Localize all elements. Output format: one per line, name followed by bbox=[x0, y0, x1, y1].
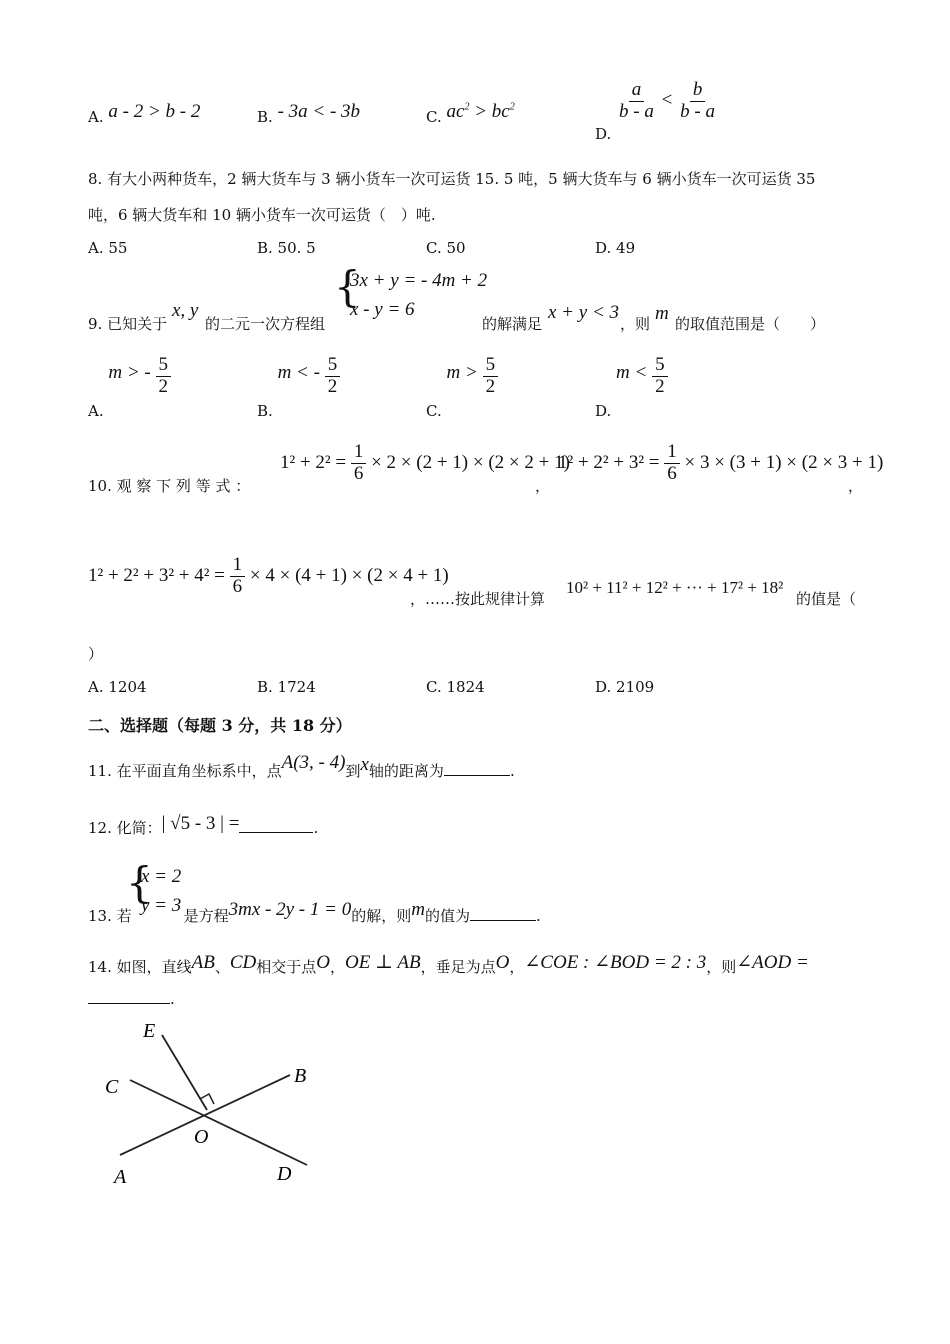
q10-option-b: B. 1724 bbox=[257, 678, 316, 696]
q12-expr: | √5 - 3 | = bbox=[161, 813, 240, 834]
q14-figure bbox=[95, 1010, 345, 1190]
section-2-title: 二、选择题（每题 3 分，共 18 分） bbox=[88, 716, 352, 735]
q12: 12. 化简：| √5 - 3 | = . bbox=[88, 813, 319, 837]
q7-a-math: a - 2 > b - 2 bbox=[108, 101, 201, 122]
label-o: O bbox=[194, 1126, 209, 1148]
q7-option-a: A. a - 2 > b - 2 bbox=[88, 101, 201, 126]
label-a: A bbox=[114, 1166, 127, 1188]
q9-vars: x, y bbox=[172, 300, 199, 321]
q10-eq1: 1² + 2² = $\frac{1}{6}$ × 2 × (2 + 1) × (2 × 2 + 1) bbox=[280, 441, 570, 484]
label-c: C bbox=[105, 1076, 119, 1098]
q10-eq2: 1² + 2² + 3² = $\frac{1}{6}$ × 3 × (3 + 1) × (2 × 3 + 1) bbox=[558, 441, 884, 484]
q9-suffix3: 的取值范围是（ ） bbox=[675, 315, 826, 333]
q10-eq2-frac: $\frac{1}{6}$ bbox=[664, 442, 680, 485]
q7-option-d: D. $\frac{a}{b - a}$ < $\frac{b}{b - a}$ bbox=[595, 80, 718, 123]
q9-c-frac: $\frac{5}{2}$ bbox=[483, 355, 499, 398]
q9-suffix2: ，则 bbox=[620, 315, 651, 333]
q8-option-b: B. 50. 5 bbox=[257, 239, 316, 257]
q7-b-math: - 3a < - 3b bbox=[277, 101, 361, 122]
q13-answer-blank[interactable] bbox=[470, 919, 536, 921]
q10-option-d: D. 2109 bbox=[595, 678, 655, 696]
q12-answer-blank[interactable] bbox=[239, 831, 313, 833]
q10-prefix: 10. 观 察 下 列 等 式 ： bbox=[88, 477, 251, 495]
q9-condition: x + y < 3 bbox=[548, 302, 620, 323]
q9-middle: 的二元一次方程组 bbox=[205, 315, 326, 333]
q9-eq1: 3x + y = - 4m + 2 bbox=[350, 270, 488, 291]
q8-line2: 吨，6 辆大货车和 10 辆小货车一次可运货（ ）吨. bbox=[88, 206, 436, 224]
line-cd bbox=[130, 1080, 307, 1165]
q7-option-c: C. $ac^2 > bc^2$ bbox=[426, 101, 515, 126]
q10-mid-text: ，……按此规律计算 bbox=[410, 590, 546, 608]
q9-brace: { bbox=[334, 262, 361, 311]
q8-option-a: A. 55 bbox=[88, 239, 128, 257]
q9-eq2: x - y = 6 bbox=[350, 299, 415, 320]
q13-brace: { bbox=[126, 858, 153, 907]
q10-option-a: A. 1204 bbox=[88, 678, 147, 696]
q9-option-c: C. m > $\frac{5}{2}$ bbox=[426, 355, 498, 398]
q13: 13. 若 是方程3mx - 2y - 1 = 0的解，则m的值为 . bbox=[88, 899, 541, 925]
q7-d-frac-right: $\frac{b}{b - a}$ bbox=[680, 79, 715, 122]
q8-option-d: D. 49 bbox=[595, 239, 636, 257]
q8-line1: 8. 有大小两种货车，2 辆大货车与 3 辆小货车一次可运货 15. 5 吨，5 辆大货车与 6 辆小货车一次可运货 35 bbox=[88, 170, 816, 188]
q14-line2: . bbox=[88, 990, 175, 1008]
q7-option-b: B. - 3a < - 3b bbox=[257, 101, 361, 126]
q9-option-a: A. m > - $\frac{5}{2}$ bbox=[88, 355, 171, 398]
q9-a-frac: $\frac{5}{2}$ bbox=[156, 355, 172, 398]
q10-eq1-frac: $\frac{1}{6}$ bbox=[351, 442, 367, 485]
q9-m: m bbox=[655, 303, 669, 324]
q9-option-d: D. m < $\frac{5}{2}$ bbox=[595, 355, 668, 398]
q10-eq3-frac: $\frac{1}{6}$ bbox=[230, 555, 246, 598]
q11-answer-blank[interactable] bbox=[444, 774, 510, 776]
q10-option-c: C. 1824 bbox=[426, 678, 485, 696]
q10-close: ） bbox=[88, 645, 104, 663]
q10-sum: 10² + 11² + 12² + ··· + 17² + 18² bbox=[566, 578, 784, 597]
q9-d-frac: $\frac{5}{2}$ bbox=[652, 355, 668, 398]
q14-line1: 14. 如图，直线AB、CD相交于点O，OE ⊥ AB，垂足为点O，∠COE : ∠BOD = 2 : 3，则∠AOD = bbox=[88, 952, 809, 976]
q7-c-math: $ac^2 > bc^2$ bbox=[446, 101, 515, 122]
label-b: B bbox=[294, 1065, 307, 1087]
label-e: E bbox=[143, 1020, 156, 1042]
q13-eq1: x = 2 bbox=[141, 866, 182, 887]
q7-d-frac-left: $\frac{a}{b - a}$ bbox=[619, 79, 654, 122]
q11-point: A(3, - 4) bbox=[281, 752, 346, 773]
q9-prefix: 9. 已知关于 bbox=[88, 315, 168, 333]
q10-comma2: ， bbox=[848, 477, 864, 495]
q10-eq3: 1² + 2² + 3² + 4² = $\frac{1}{6}$ × 4 × (4 + 1) × (2 × 4 + 1) bbox=[88, 554, 449, 597]
q8-option-c: C. 50 bbox=[426, 239, 466, 257]
label-d: D bbox=[277, 1163, 292, 1185]
q11: 11. 在平面直角坐标系中，点A(3, - 4)到x轴的距离为 . bbox=[88, 752, 515, 780]
q9-option-b: B. m < - $\frac{5}{2}$ bbox=[257, 355, 340, 398]
q9-suffix1: 的解满足 bbox=[482, 315, 543, 333]
q10-tail: 的值是（ bbox=[796, 590, 857, 608]
q10-comma1: ， bbox=[535, 477, 551, 495]
q13-eq2: y = 3 bbox=[141, 895, 182, 916]
q13-equation: 3mx - 2y - 1 = 0 bbox=[228, 899, 352, 920]
q14-answer-blank[interactable] bbox=[88, 1002, 170, 1004]
q9-b-frac: $\frac{5}{2}$ bbox=[325, 355, 341, 398]
